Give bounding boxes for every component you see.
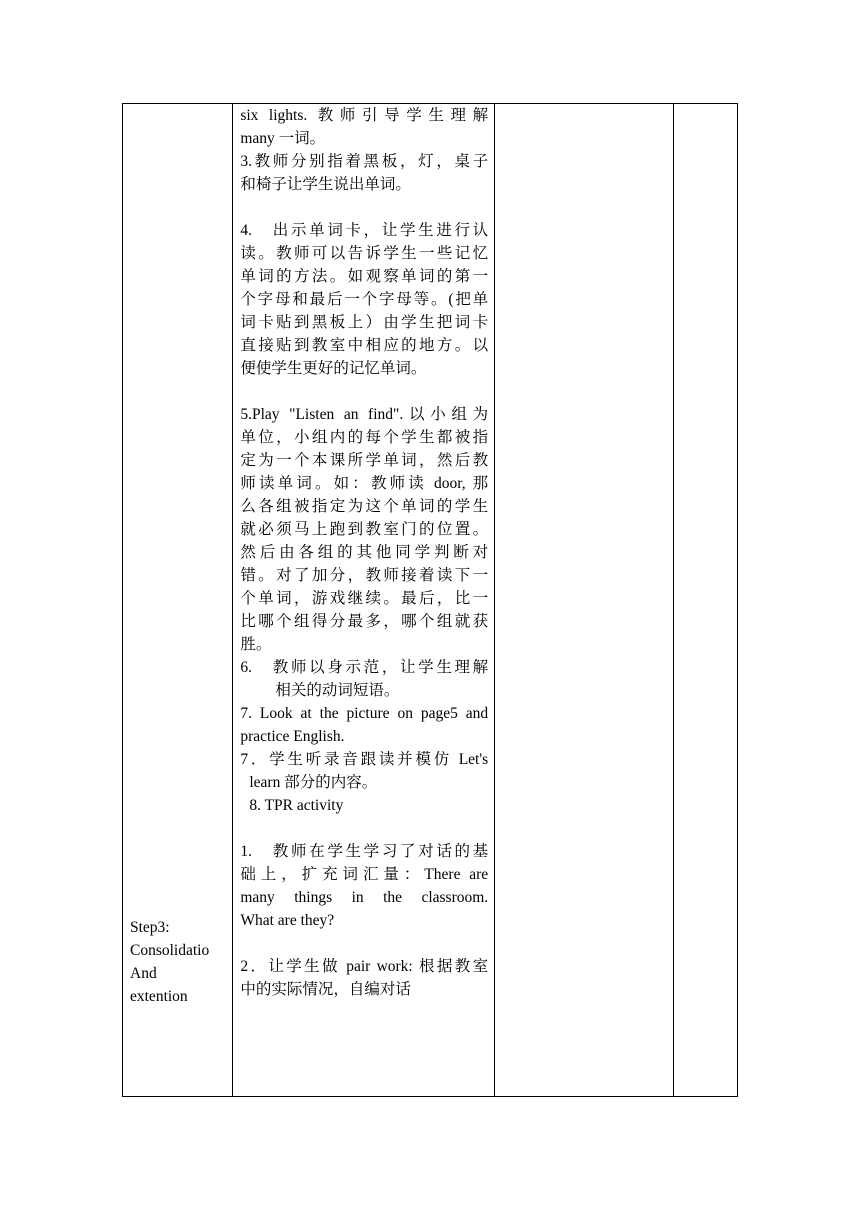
content-line bbox=[240, 932, 488, 955]
content-line: 师读单词。如：教师读 door, 那 bbox=[240, 475, 489, 492]
content-line: 然后由各组的其他同学判断对 bbox=[240, 544, 489, 561]
step-label-line: extention bbox=[130, 988, 188, 1005]
content-line: 7. Look at the picture on page5 and bbox=[240, 705, 489, 722]
step-label-line: And bbox=[130, 965, 157, 982]
step-label-line: Step3: bbox=[130, 919, 170, 936]
content-line: 8. TPR activity bbox=[249, 797, 344, 814]
empty-cell bbox=[673, 104, 737, 1097]
content-line: 词卡贴到黑板上）由学生把词卡 bbox=[240, 314, 489, 331]
content-line: 相关的动词短语。 bbox=[275, 682, 400, 699]
content-line: 中的实际情况，自编对话 bbox=[240, 981, 411, 998]
content-line: practice English. bbox=[240, 728, 345, 745]
content-line: 胜。 bbox=[240, 636, 272, 653]
step-cell bbox=[123, 104, 233, 1097]
table-row bbox=[123, 104, 738, 1097]
content-line: 7．学生听录音跟读并模仿 Let's bbox=[240, 751, 489, 768]
content-line: 4. 出示单词卡，让学生进行认 bbox=[240, 222, 489, 239]
lesson-plan-table bbox=[122, 103, 738, 1097]
content-line bbox=[240, 817, 488, 840]
content-line: 2．让学生做 pair work: 根据教室 bbox=[240, 958, 489, 975]
content-line: 便使学生更好的记忆单词。 bbox=[240, 360, 427, 377]
content-line: six lights. 教师引导学生理解 bbox=[240, 107, 489, 124]
step-label bbox=[130, 916, 209, 1008]
content-line: 础上，扩充词汇量：There are bbox=[240, 866, 489, 883]
content-line: 错。对了加分，教师接着读下一 bbox=[240, 567, 489, 584]
content-line: 1. 教师在学生学习了对话的基 bbox=[240, 843, 489, 860]
content-line: many 一词。 bbox=[240, 130, 326, 147]
content-line: 3.教师分别指着黑板，灯，桌子 bbox=[240, 153, 489, 170]
content-cell bbox=[233, 104, 495, 1097]
content-line bbox=[240, 380, 488, 403]
content-line: 单词的方法。如观察单词的第一 bbox=[240, 268, 489, 285]
empty-cell bbox=[495, 104, 674, 1097]
content-line: 么各组被指定为这个单词的学生 bbox=[240, 498, 489, 515]
content-line: 单位，小组内的每个学生都被指 bbox=[240, 429, 489, 446]
content-line: many things in the classroom. bbox=[240, 889, 489, 906]
content-line: 比哪个组得分最多，哪个组就获 bbox=[240, 613, 489, 630]
content-line: 和椅子让学生说出单词。 bbox=[240, 176, 411, 193]
content-line: 5.Play "Listen an find".以小组为 bbox=[240, 406, 489, 423]
content-line: 读。教师可以告诉学生一些记忆 bbox=[240, 245, 489, 262]
content-line: 个单词，游戏继续。最后，比一 bbox=[240, 590, 489, 607]
content-line: 6. 教师以身示范，让学生理解 bbox=[240, 659, 489, 676]
content-line: 定为一个本课所学单词，然后教 bbox=[240, 452, 489, 469]
content-line: learn 部分的内容。 bbox=[249, 774, 378, 791]
content-line: 个字母和最后一个字母等。(把单 bbox=[240, 291, 489, 308]
content-line: What are they? bbox=[240, 912, 335, 929]
content-line bbox=[240, 196, 488, 219]
activity-content bbox=[233, 104, 494, 1001]
content-line: 直接贴到教室中相应的地方。以 bbox=[240, 337, 489, 354]
content-line: 就必须马上跑到教室门的位置。 bbox=[240, 521, 489, 538]
step-label-line: Consolidatio bbox=[130, 942, 210, 959]
